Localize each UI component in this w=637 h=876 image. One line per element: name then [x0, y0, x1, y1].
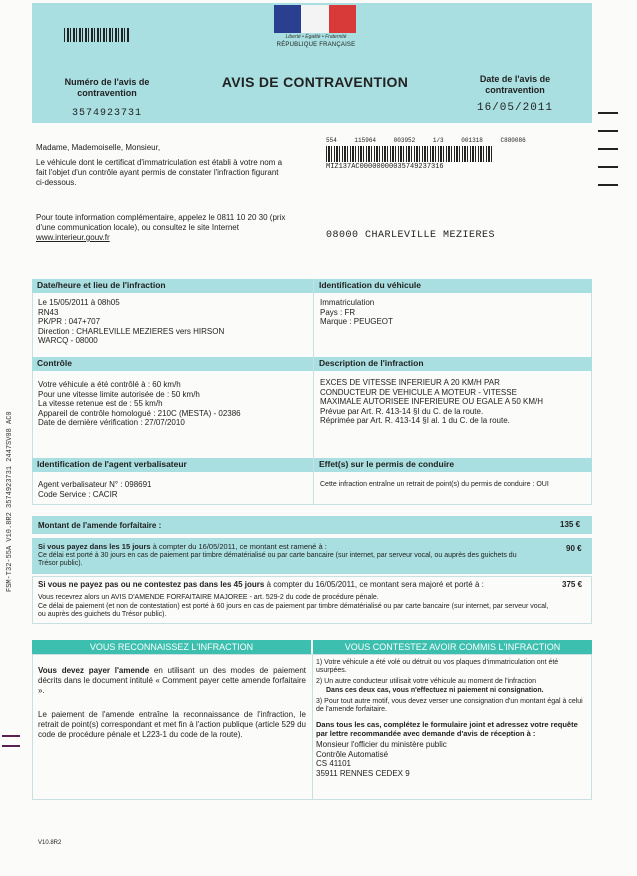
options-divider — [312, 654, 313, 800]
website-link[interactable]: www.interieur.gouv.fr — [36, 233, 110, 242]
permis-title: Effet(s) sur le permis de conduire — [314, 458, 592, 472]
amende-label: Montant de l'amende forfaitaire : — [38, 521, 162, 530]
codes-line2: MIZ137AC00000000035749237316 — [326, 163, 444, 171]
date-lieu-body: Le 15/05/2011 à 08h05 RN43 PK/PR : 047+707 Direction : CHARLEVILLE MEZIERES vers HIRSON WARCQ - 08000 — [38, 298, 225, 345]
salutation: Madame, Mademoiselle, Monsieur, — [36, 143, 161, 152]
reconnaissez-title: VOUS RECONNAISSEZ L'INFRACTION — [32, 640, 311, 654]
page-title: AVIS DE CONTRAVENTION — [221, 74, 409, 90]
margin-tick — [2, 745, 20, 747]
intro-text: Le véhicule dont le certificat d'immatriculation est établi à votre nom a fait l'objet d'un contrôle ayant permis de constater l'infraction figurant ci-dessous. — [36, 158, 283, 187]
margin-tick — [598, 148, 618, 150]
version-code: V10.8R2 — [38, 840, 62, 846]
reduced-title: Si vous payez dans les 15 jours à compter du 16/05/2011, ce montant est ramené à : — [38, 542, 327, 551]
margin-tick — [598, 166, 618, 168]
contestez-title: VOUS CONTESTEZ AVOIR COMMIS L'INFRACTION — [313, 640, 592, 654]
vehicule-title: Identification du véhicule — [314, 279, 592, 293]
margin-tick — [598, 112, 618, 114]
majored-title: Si vous ne payez pas ou ne contestez pas dans les 45 jours à compter du 16/05/2011, ce montant sera majoré et porté à : — [38, 580, 484, 589]
contestez-item2-bold: Dans ces deux cas, vous n'effectuez ni paiement ni consignation. — [326, 687, 544, 694]
avis-date: 16/05/2011 — [476, 102, 553, 114]
avis-number: 3574923731 — [71, 108, 142, 119]
description-body: EXCES DE VITESSE INFERIEUR A 20 KM/H PAR CONDUCTEUR DE VEHICULE A MOTEUR - VITESSE MAXIMALE AUTORISEE INFERIEURE OU EGALE A 50 KM/H Prévue par Art. R. 413-14 §I du C. de la route. Réprimée par Art. R. 413-14 §I al. 1 du C. de la route. — [320, 378, 544, 425]
recipient-address: 08000 CHARLEVILLE MEZIERES — [326, 230, 496, 241]
majored-text1: Vous recevrez alors un AVIS D'AMENDE FORFAITAIRE MAJOREE - art. 529-2 du code de procédure pénale. — [38, 594, 379, 601]
contestez-all-cases: Dans tous les cas, complétez le formulaire joint et adressez votre requête par lettre recommandée avec demande d'avis de réception à : — [316, 720, 578, 738]
description-title: Description de l'infraction — [314, 357, 592, 371]
republic-name: RÉPUBLIQUE FRANÇAISE — [276, 42, 356, 48]
info-text: Pour toute information complémentaire, appelez le 0811 10 20 30 (prix d'une communication locale), ou consultez le site Internet www.interieur.gouv.fr — [36, 213, 286, 242]
contestez-address: Monsieur l'officier du ministère public Contrôle Automatisé CS 41101 35911 RENNES CEDEX 9 — [316, 740, 447, 778]
reconnaissez-p1: Vous devez payer l'amende en utilisant un des modes de paiement décrits dans le document intitulé « Comment payer cette amende forfaitaire ». — [38, 666, 306, 695]
republic-motto: Liberté • Égalité • Fraternité — [285, 34, 347, 40]
barcode-top — [64, 28, 130, 42]
permis-body: Cette infraction entraîne un retrait de point(s) du permis de conduire : OUI — [320, 481, 549, 488]
side-code: FSM-T32-55A V10.8R2 3574923731 2447SV08 AC0 — [6, 411, 14, 592]
controle-body: Votre véhicule a été contrôlé à : 60 km/h Pour une vitesse limite autorisée de : 50 km/h La vitesse retenue est de : 55 km/h Appareil de contrôle homologué : 210C (MESTA) - 02386 Date de dernière vérification : 27/07/2010 — [38, 380, 241, 427]
contestez-item3: 3) Pour tout autre motif, vous devez verser une consignation d'un montant égal à celui de l'amende forfaitaire. — [316, 698, 583, 713]
majored-amount: 375 € — [562, 580, 583, 589]
controle-title: Contrôle — [32, 357, 313, 371]
contestez-item1: 1) Votre véhicule a été volé ou détruit ou vos plaques d'immatriculation ont été usurpées. — [316, 659, 559, 674]
amende-amount: 135 € — [560, 520, 581, 529]
majored-text2: Ce délai de paiement (et non de contestation) est porté à 60 jours en cas de paiement par timbre dématérialisé ou par carte bancaire (sur internet, par serveur vocal, ou auprès des guichets du Trésor public). — [38, 603, 549, 618]
agent-title: Identification de l'agent verbalisateur — [32, 458, 313, 472]
vehicule-body: Immatriculation Pays : FR Marque : PEUGEOT — [320, 298, 393, 326]
avis-date-label: Date de l'avis de contravention — [479, 74, 551, 95]
marianne-logo — [274, 5, 356, 33]
margin-tick — [2, 735, 20, 737]
reconnaissez-p2: Le paiement de l'amende entraîne la reconnaissance de l'infraction, le retrait de point(s) correspondant et met fin à l'action publique (article 529 du code de procédure pénale et L223-1 du code de la route). — [38, 710, 306, 739]
barcode-main — [326, 146, 492, 162]
agent-body: Agent verbalisateur N° : 098691 Code Service : CACIR — [38, 480, 152, 499]
date-lieu-title: Date/heure et lieu de l'infraction — [32, 279, 313, 293]
margin-tick — [598, 184, 618, 186]
margin-tick — [598, 130, 618, 132]
contestez-item2: 2) Un autre conducteur utilisait votre véhicule au moment de l'infraction — [316, 678, 537, 685]
codes-line1: 554 115964 003952 1/3 001318 C880086 — [326, 137, 526, 144]
reduced-text: Ce délai est porté à 30 jours en cas de paiement par timbre dématérialisé ou par carte bancaire (sur internet, par serveur vocal, ou auprès des guichets du Trésor public). — [38, 552, 517, 567]
avis-number-label: Numéro de l'avis de contravention — [64, 77, 150, 98]
reduced-amount: 90 € — [566, 544, 582, 553]
